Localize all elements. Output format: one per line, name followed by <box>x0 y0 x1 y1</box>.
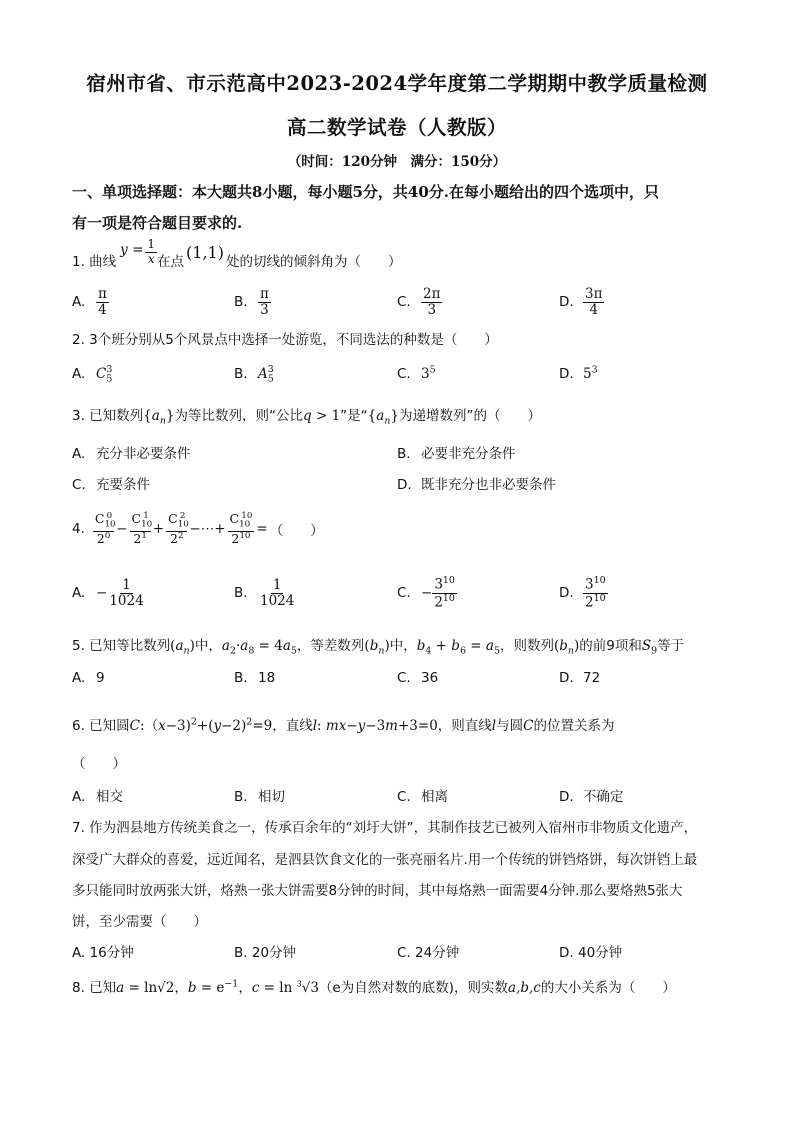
q5-option-d[interactable]: D. 72 <box>559 670 601 686</box>
q5-eq2: $b_4 + b_6 = a_5$ <box>416 638 500 657</box>
q3-stem-a: 3. 已知数列 <box>72 408 144 424</box>
q1-option-a[interactable]: A. $\frac{\pi}{4}$ <box>72 285 107 318</box>
q1-option-d-value: $\frac{3\pi}{4}$ <box>585 285 603 318</box>
q4-tail: （ ） <box>269 523 324 539</box>
q7-line4: 饼，至少需要（ ） <box>72 914 207 930</box>
q2-option-b-value: $A_5^3$ <box>258 364 274 385</box>
exam-title-line2: 高二数学试卷（人教版） <box>286 116 507 139</box>
q1-curve-fraction: $\frac{1}{x}$ <box>147 237 156 266</box>
question-8: 8. 已知a = ln√2，$b = e^{-1}$，c = ln $^3$√3（e为自然对数的底数)，则实数a,b,c的大小关系为（ ） <box>72 978 676 996</box>
q1-stem-b: 在点 <box>157 254 185 270</box>
q7-option-d[interactable]: D. 40分钟 <box>559 945 623 961</box>
q1-stem-a: 1. 曲线 <box>72 254 117 270</box>
question-4: 4. $\frac{C_{10}^0}{2^0}$ − $\frac{C_{10}^1}{2^1}$ + $\frac{C_{10}^2}{2^2}$ −⋯+ $\frac{C_{10}^{10}}{2^{10}}$ = （ ） <box>72 511 324 546</box>
q7-option-b[interactable]: B. 20分钟 <box>234 945 297 961</box>
q5-s9: $S_9$ <box>641 638 658 657</box>
section-heading-line1: 一、单项选择题：本大题共8小题，每小题5分，共40分.在每小题给出的四个选项中，只 <box>72 183 659 201</box>
q4-option-c[interactable]: C. − $\frac{3^{10}}{2^{10}}$ <box>397 575 455 610</box>
q5-option-c[interactable]: C. 36 <box>397 670 439 686</box>
q4-option-d-value: $\frac{3^{10}}{2^{10}}$ <box>585 575 606 610</box>
q3-seq-an: $\{a_n\}$ <box>143 408 175 427</box>
q8-a-def: a = ln√2 <box>116 980 175 996</box>
q1-curve-y: y = <box>120 242 144 258</box>
q4-number: 4. <box>72 521 85 537</box>
q3-stem-c: ”是“ <box>340 408 368 424</box>
q5-eq1: $a_2\cdot a_8 = 4a_5$ <box>221 638 297 657</box>
question-6: 6. 已知圆$C:(x-3)^2+(y-2)^2=9$，直线l: mx−y−3m+3=0，则直线l与圆C的位置关系为 <box>72 716 615 734</box>
q7-line2: 深受广大群众的喜爱，远近闻名，是泗县饮食文化的一张亮丽名片.用一个传统的饼铛烙饼，每次饼铛上最 <box>72 852 698 868</box>
q5-seq-bn: $(b_n)$ <box>364 638 390 657</box>
q3-option-a[interactable]: A. 充分非必要条件 <box>72 446 191 462</box>
q1-option-d[interactable]: D. $\frac{3\pi}{4}$ <box>559 285 603 318</box>
q4-term-0: $\frac{C_{10}^0}{2^0}$ <box>94 511 116 546</box>
q5-seq-bn-2: $(b_n)$ <box>553 638 580 657</box>
q3-option-d[interactable]: D. 既非充分也非必要条件 <box>397 477 556 493</box>
question-2: 2. 3个班分别从5个风景点中选择一处游览，不同选法的种数是（ ） <box>72 332 498 348</box>
q6-option-c[interactable]: C. 相离 <box>397 789 448 805</box>
q5-option-b[interactable]: B. 18 <box>234 670 276 686</box>
q6-circle-eq: $:(x-3)^2+(y-2)^2=9$ <box>140 716 273 734</box>
q2-option-d-value: $5^3$ <box>583 364 598 382</box>
question-3: 3. 已知数列$\{a_n\}$为等比数列，则“公比q > 1”是“$\{a_n\}$为递增数列”的（ ） <box>72 408 541 427</box>
q3-option-b[interactable]: B. 必要非充分条件 <box>397 446 516 462</box>
q4-term-1: $\frac{C_{10}^1}{2^1}$ <box>131 511 153 546</box>
q1-option-c-value: $\frac{2\pi}{3}$ <box>423 285 441 318</box>
q1-option-a-value: $\frac{\pi}{4}$ <box>98 285 107 318</box>
q3-stem-d: 为递增数列”的（ ） <box>399 408 541 424</box>
q6-line-eq: l <box>312 718 318 734</box>
q4-option-c-value: $\frac{3^{10}}{2^{10}}$ <box>434 575 455 610</box>
q5-seq-an: $(a_n)$ <box>170 638 195 657</box>
q3-condition: q <box>303 408 312 424</box>
q7-option-c[interactable]: C. 24分钟 <box>397 945 460 961</box>
q7-option-a[interactable]: A. 16分钟 <box>72 945 134 961</box>
q1-option-b-value: $\frac{\pi}{3}$ <box>260 285 269 318</box>
q4-option-a-value: $\frac{1}{1024}$ <box>109 576 144 609</box>
exam-title-line1: 宿州市省、市示范高中2023-2024学年度第二学期期中教学质量检测 <box>86 72 708 95</box>
q3-option-c[interactable]: C. 充要条件 <box>72 477 150 493</box>
exam-info: （时间：120分钟 满分：150分） <box>287 154 507 170</box>
q4-term-10: $\frac{C_{10}^{10}}{2^{10}}$ <box>229 511 253 546</box>
q1-option-b[interactable]: B. $\frac{\pi}{3}$ <box>234 285 269 318</box>
q2-option-c[interactable]: C. $3^5$ <box>397 364 436 382</box>
q6-paren: （ ） <box>72 756 126 772</box>
q2-option-b[interactable]: B. $A_5^3$ <box>234 364 274 385</box>
q1-stem-c: 处的切线的倾斜角为（ ） <box>225 254 402 270</box>
q7-line3: 多只能同时放两张大饼，烙熟一张大饼需要8分钟的时间，其中每烙熟一面需要4分钟.那么要烙熟5张大 <box>72 883 683 899</box>
q6-option-a[interactable]: A. 相交 <box>72 789 123 805</box>
q4-option-d[interactable]: D. $\frac{3^{10}}{2^{10}}$ <box>559 575 606 610</box>
q3-stem-b: 为等比数列，则“公比 <box>174 408 304 424</box>
q6-option-b[interactable]: B. 相切 <box>234 789 285 805</box>
q4-option-b[interactable]: B. $\frac{1}{1024}$ <box>234 576 295 609</box>
section-heading-line2: 有一项是符合题目要求的. <box>72 214 243 232</box>
q6-circle-c: C <box>129 718 141 734</box>
q2-option-a[interactable]: A. $C_5^3$ <box>72 364 113 385</box>
q1-point: (1,1) <box>186 242 224 262</box>
q4-option-b-value: $\frac{1}{1024}$ <box>260 576 295 609</box>
q2-option-a-value: $C_5^3$ <box>96 364 113 385</box>
q1-option-c[interactable]: C. $\frac{2\pi}{3}$ <box>397 285 441 318</box>
question-5: 5. 已知等比数列$(a_n)$中，$a_2\cdot a_8 = 4a_5$，等差数列$(b_n)$中，$b_4 + b_6 = a_5$，则数列$(b_n)$的前9项和$S_9$等于 <box>72 638 685 657</box>
q6-option-d[interactable]: D. 不确定 <box>559 789 624 805</box>
q3-seq-an-2: $\{a_n\}$ <box>367 408 399 427</box>
q7-line1: 7. 作为泗县地方传统美食之一，传承百余年的“刘圩大饼”，其制作技艺已被列入宿州市非物质文化遗产， <box>72 820 698 836</box>
q8-vars: a,b,c <box>508 980 541 996</box>
q5-option-a[interactable]: A. 9 <box>72 670 105 686</box>
q4-term-2: $\frac{C_{10}^2}{2^2}$ <box>168 511 189 546</box>
q2-option-c-value: $3^5$ <box>421 364 436 382</box>
q8-c-def: c = ln $^3$√3 <box>251 978 319 996</box>
q8-b-def: $b = e^{-1}$ <box>187 978 239 996</box>
question-1 <box>72 237 402 280</box>
q2-option-d[interactable]: D. $5^3$ <box>559 364 598 382</box>
q4-option-a[interactable]: A. − $\frac{1}{1024}$ <box>72 576 144 609</box>
